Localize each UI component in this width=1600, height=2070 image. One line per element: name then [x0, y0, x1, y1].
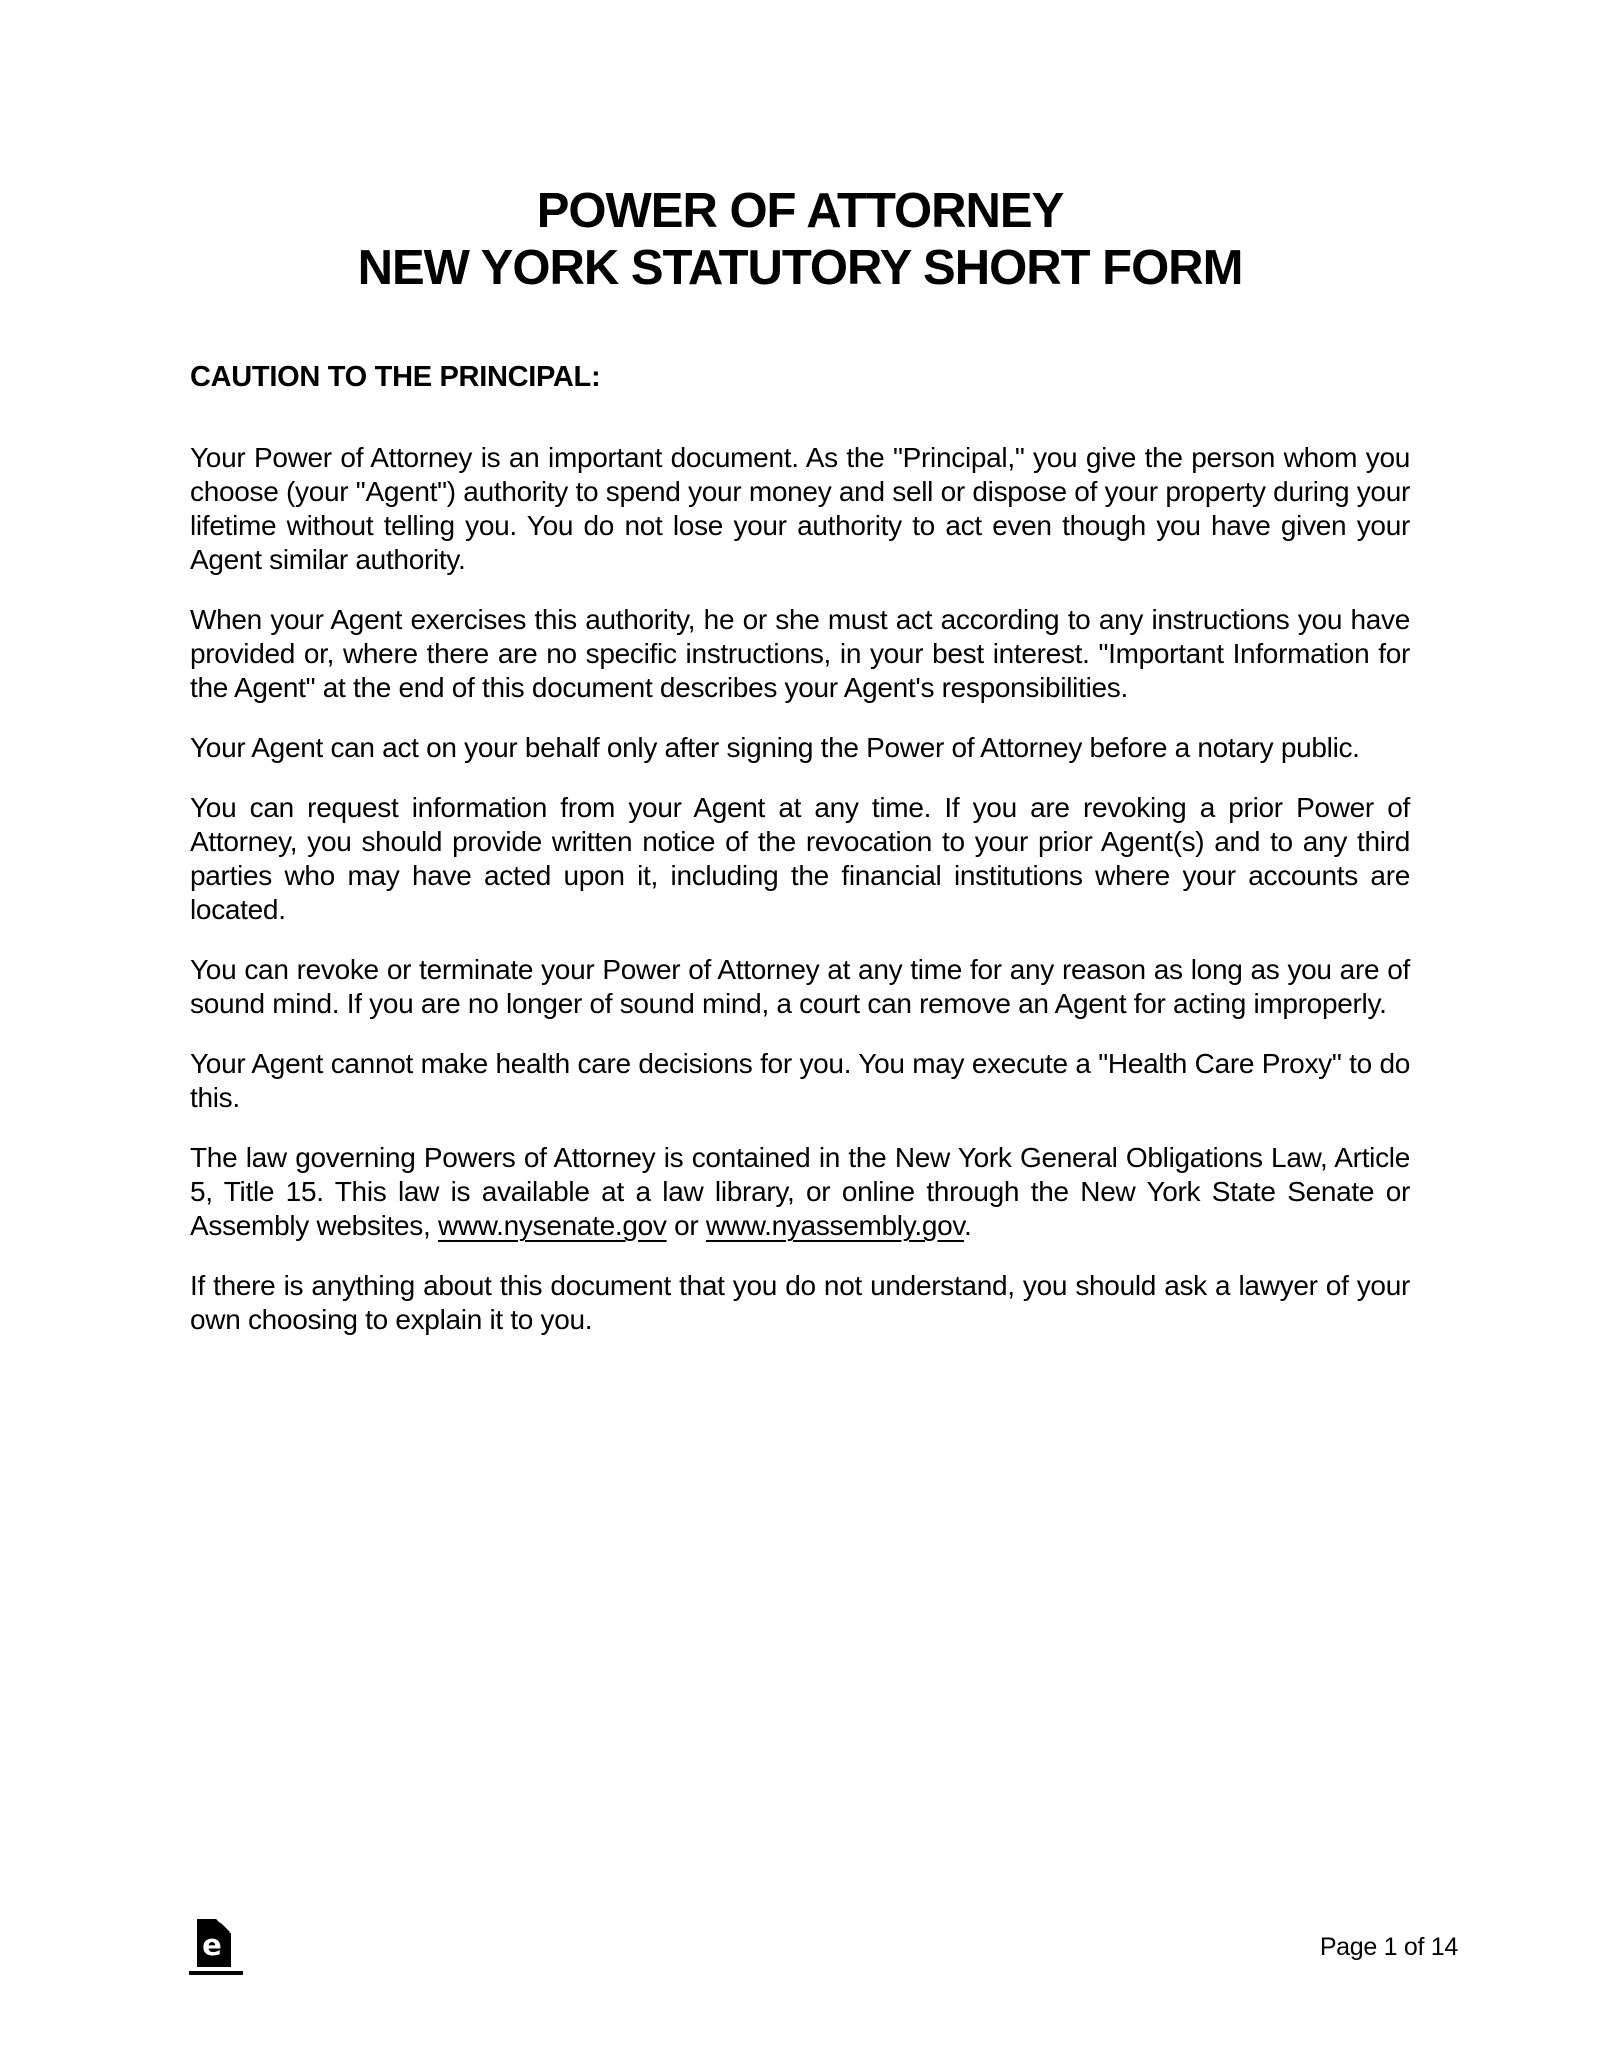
law-text-after: . — [964, 1210, 972, 1241]
law-text-before: The law governing Powers of Attorney is contained in the New York General Obligations Law, Article 5, Title 15. This law is available at a law library, or online through the New York State Senate or Assembly websites, — [190, 1142, 1410, 1241]
document-content — [190, 183, 1410, 1337]
eforms-logo-icon — [197, 1919, 231, 1967]
logo-underline — [189, 1971, 243, 1975]
document-title — [190, 183, 1410, 297]
paragraph-important-document: Your Power of Attorney is an important document. As the "Principal," you give the person whom you choose (your "Agent") authority to spend your money and sell or dispose of your property during your lifetime without telling you. You do not lose your authority to act even though you have given your Agent similar authority. — [190, 442, 1410, 575]
document-page-icon — [197, 1919, 231, 1967]
logo-letter: e — [202, 1928, 222, 1962]
paragraph-ask-lawyer: If there is anything about this document that you do not understand, you should ask a lawyer of your own choosing to explain it to you. — [190, 1270, 1410, 1335]
nyassembly-link[interactable]: www.nyassembly.gov — [705, 1210, 964, 1241]
paragraph-health-care: Your Agent cannot make health care decisions for you. You may execute a "Health Care Proxy" to do this. — [190, 1048, 1410, 1113]
caution-heading: CAUTION TO THE PRINCIPAL: — [190, 361, 601, 393]
paragraph-agent-authority: When your Agent exercises this authority, he or she must act according to any instructions you have provided or, where there are no specific instructions, in your best interest. "Important Information for the Agent" at the end of this document describes your Agent's responsibilities. — [190, 604, 1410, 703]
nysenate-link[interactable]: www.nysenate.gov — [437, 1210, 667, 1241]
paragraph-revoking-prior: You can request information from your Agent at any time. If you are revoking a prior Power of Attorney, you should provide written notice of the revocation to your prior Agent(s) and to any third parties who may have acted upon it, including the financial institutions where your accounts are located. — [190, 792, 1410, 925]
paragraph-notary: Your Agent can act on your behalf only after signing the Power of Attorney before a notary public. — [190, 732, 1360, 763]
title-line-2: NEW YORK STATUTORY SHORT FORM — [357, 241, 1243, 295]
title-line-1: POWER OF ATTORNEY — [536, 184, 1064, 238]
law-text-between: or — [666, 1210, 706, 1241]
page-number: Page 1 of 14 — [1319, 1933, 1458, 1961]
paragraph-revoke-terminate: You can revoke or terminate your Power of Attorney at any time for any reason as long as you are of sound mind. If you are no longer of sound mind, a court can remove an Agent for acting improperly. — [190, 954, 1410, 1019]
paragraph-governing-law — [190, 1141, 1410, 1243]
